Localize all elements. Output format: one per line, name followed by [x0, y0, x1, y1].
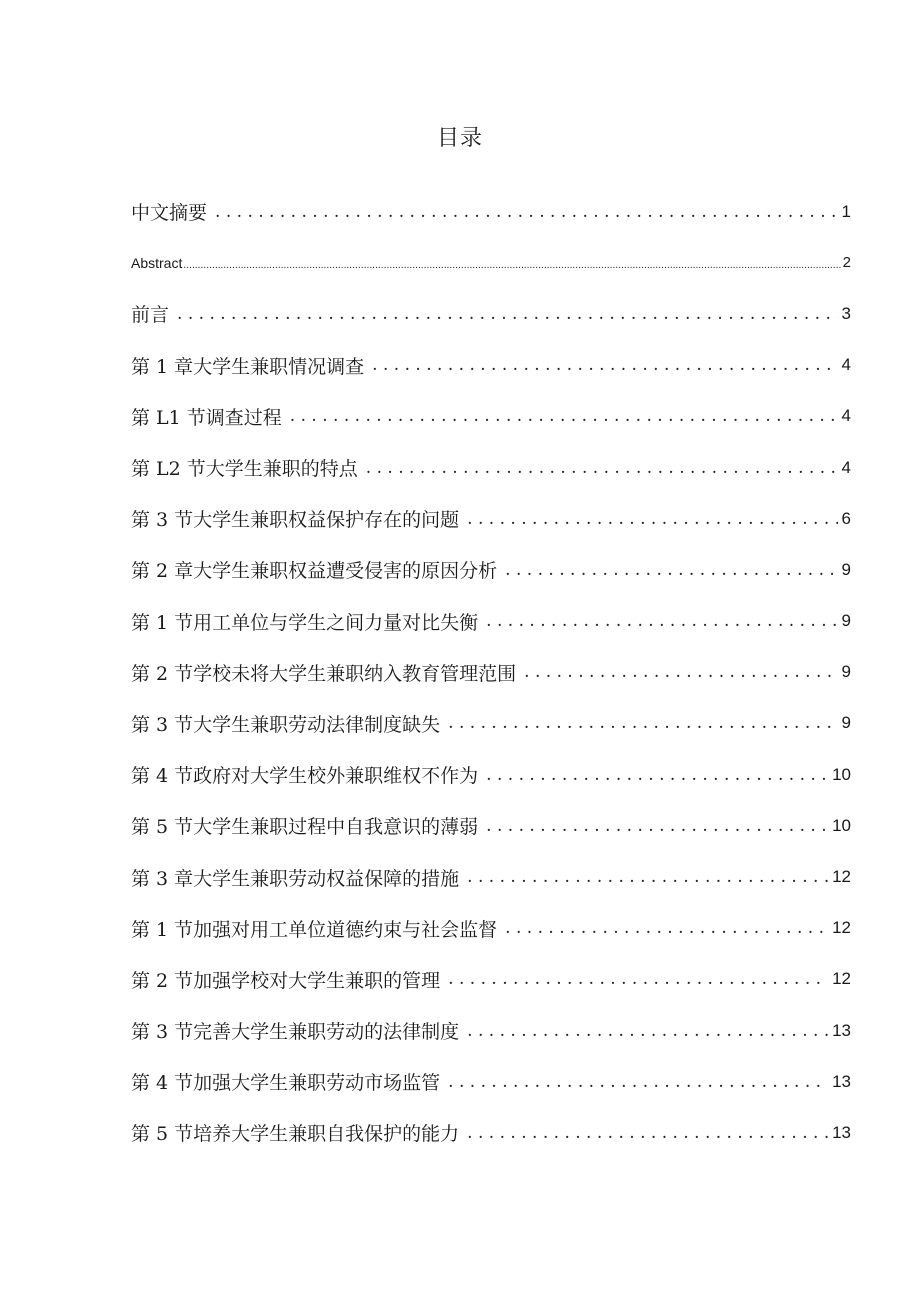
toc-entry-page: 10: [832, 764, 851, 784]
toc-entry-abstract-cn[interactable]: [131, 186, 851, 237]
toc-entry-page: 9: [841, 662, 851, 682]
dot-leader: [505, 560, 837, 580]
toc-entry-section-3-2[interactable]: [131, 954, 851, 1005]
toc-entry-label: 第 3 章大学生兼职劳动权益保障的措施: [131, 867, 460, 890]
toc-entry-preface[interactable]: [131, 288, 851, 339]
toc-entry-label: 第 3 节大学生兼职劳动法律制度缺失: [131, 713, 441, 736]
toc-entry-label: 第 5 节培养大学生兼职自我保护的能力: [131, 1123, 460, 1146]
toc-entry-label: 中文摘要: [131, 202, 208, 225]
dot-leader: [448, 969, 828, 989]
toc-entry-section-1-1[interactable]: [131, 391, 851, 442]
toc-entry-section-3-5[interactable]: [131, 1107, 851, 1158]
toc-entry-page: 13: [832, 1071, 851, 1091]
toc-entry-section-3-1[interactable]: [131, 903, 851, 954]
toc-entry-section-3-4[interactable]: [131, 1056, 851, 1107]
toc-entry-label: 第 3 节大学生兼职权益保护存在的问题: [131, 509, 460, 532]
toc-entry-section-2-5[interactable]: [131, 800, 851, 851]
toc-entry-page: 9: [841, 559, 851, 579]
toc-entry-page: 13: [832, 1020, 851, 1040]
dot-leader: [505, 918, 828, 938]
toc-entry-label: 第 2 节加强学校对大学生兼职的管理: [131, 969, 441, 992]
toc-entry-page: 4: [841, 457, 851, 477]
toc-entry-label: Abstract: [131, 254, 183, 271]
toc-entry-chapter-1[interactable]: [131, 340, 851, 391]
toc-entry-page: 4: [841, 355, 851, 375]
toc-entry-page: 10: [832, 815, 851, 835]
toc-entry-label: 第 4 节加强大学生兼职劳动市场监管: [131, 1072, 441, 1095]
toc-entry-page: 2: [842, 254, 851, 272]
toc-entry-page: 12: [832, 969, 851, 989]
dot-leader: [467, 1021, 828, 1041]
toc-entry-page: 3: [841, 303, 851, 323]
toc-entry-label: 第 1 节用工单位与学生之间力量对比失衡: [131, 611, 479, 634]
toc-entry-page: 9: [841, 713, 851, 733]
toc-entry-section-2-1[interactable]: [131, 596, 851, 647]
toc-entry-section-1-3[interactable]: [131, 493, 851, 544]
toc-entry-section-2-2[interactable]: [131, 647, 851, 698]
dot-leader: [372, 355, 837, 375]
dot-leader: [448, 1072, 828, 1092]
toc-entry-section-2-3[interactable]: [131, 698, 851, 749]
dot-leader: [183, 253, 840, 273]
toc-entry-label: 第 1 章大学生兼职情况调查: [131, 355, 365, 378]
toc-entry-abstract-en[interactable]: [131, 237, 851, 288]
toc-entry-label: 第 3 节完善大学生兼职劳动的法律制度: [131, 1021, 460, 1044]
toc-entry-label: 第 L2 节大学生兼职的特点: [131, 458, 358, 481]
dot-leader: [486, 611, 837, 631]
toc-entry-section-1-2[interactable]: [131, 442, 851, 493]
dot-leader: [177, 304, 838, 324]
toc-entry-page: 13: [832, 1122, 851, 1142]
toc-entry-page: 12: [832, 918, 851, 938]
toc-entry-label: 第 4 节政府对大学生校外兼职维权不作为: [131, 765, 479, 788]
toc-entry-label: 第 1 节加强对用工单位道德约束与社会监督: [131, 918, 498, 941]
toc-entry-label: 前言: [131, 304, 170, 327]
toc-entry-page: 1: [841, 201, 851, 221]
dot-leader: [467, 1123, 828, 1143]
toc-entry-page: 4: [841, 406, 851, 426]
toc-entry-section-3-3[interactable]: [131, 1005, 851, 1056]
toc-entry-page: 12: [832, 867, 851, 887]
dot-leader: [215, 202, 838, 222]
toc-entry-chapter-3[interactable]: [131, 851, 851, 902]
dot-leader: [448, 713, 837, 733]
toc-entry-section-2-4[interactable]: [131, 749, 851, 800]
toc-entry-page: 9: [841, 611, 851, 631]
toc-entry-label: 第 5 节大学生兼职过程中自我意识的薄弱: [131, 816, 479, 839]
dot-leader: [467, 509, 837, 529]
page-title: 目录: [436, 126, 483, 151]
toc-entry-page: 6: [841, 508, 851, 528]
toc-entry-label: 第 2 章大学生兼职权益遭受侵害的原因分析: [131, 560, 498, 583]
dot-leader: [524, 662, 837, 682]
table-of-contents: [131, 186, 851, 1159]
dot-leader: [290, 406, 838, 426]
toc-entry-label: 第 2 节学校未将大学生兼职纳入教育管理范围: [131, 662, 517, 685]
toc-entry-label: 第 L1 节调查过程: [131, 406, 282, 429]
dot-leader: [366, 458, 838, 478]
dot-leader: [486, 765, 828, 785]
toc-entry-chapter-2[interactable]: [131, 544, 851, 595]
dot-leader: [467, 867, 828, 887]
dot-leader: [486, 816, 828, 836]
